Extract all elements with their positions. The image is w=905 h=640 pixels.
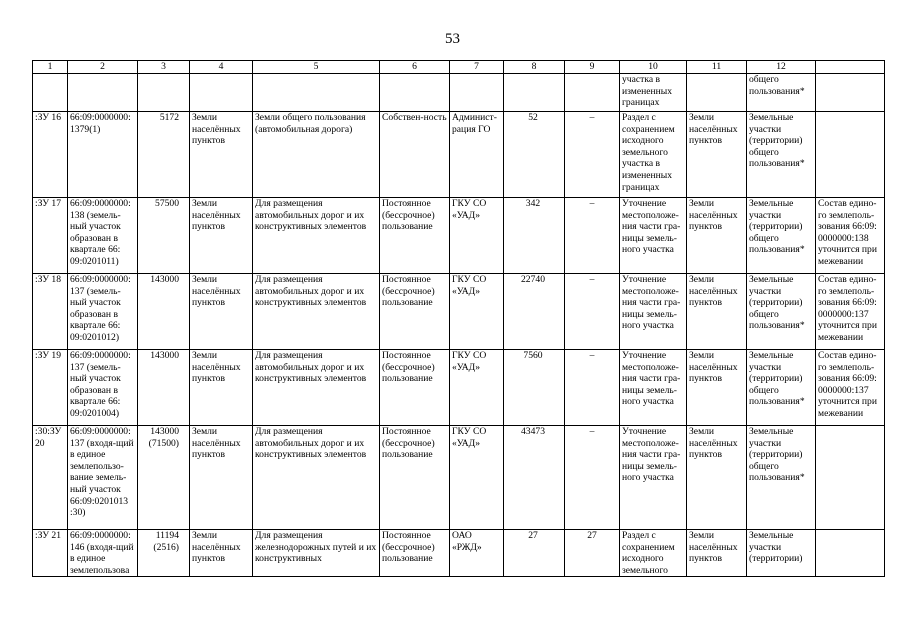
column-header: 9 — [565, 61, 620, 74]
column-header: 1 — [33, 61, 68, 74]
cell-land-category: Земли населённых пунктов — [190, 198, 253, 274]
cell-note: Состав едино-го землеполь-зования 66:09: 0000000:138 уточнится при межевании — [816, 198, 885, 274]
table-row — [33, 112, 885, 198]
cell-right-type: Постоянное (бессрочное) пользование — [380, 350, 450, 426]
cell-plot-designation: :ЗУ 16 — [33, 112, 68, 198]
column-header: 3 — [138, 61, 190, 74]
cell-right-holder: ГКУ СО «УАД» — [450, 274, 504, 350]
cell-area-col9: – — [565, 350, 620, 426]
cell-permitted-use: Для размещения автомобильных дорог и их конструктивных элементов — [253, 350, 380, 426]
cell-cadastral-number: 66:09:0000000:146 (входя-щий в единое землепользова — [68, 530, 138, 577]
cell-right-type: Постоянное (бессрочное) пользование — [380, 198, 450, 274]
column-header: 4 — [190, 61, 253, 74]
cell-area: 11194 (2516) — [138, 530, 190, 577]
cell-land-category-new: Земли населённых пунктов — [687, 274, 747, 350]
table-row — [33, 198, 885, 274]
cell-permitted-use-new: Земельные участки (территории) общего пользования* — [747, 198, 816, 274]
cell-permitted-use-new: Земельные участки (территории) — [747, 530, 816, 577]
cell-permitted-use: Земли общего пользования (автомобильная дорога) — [253, 112, 380, 198]
table-row — [33, 274, 885, 350]
land-plots-table — [32, 60, 885, 577]
cell-right-type: Постоянное (бессрочное) пользование — [380, 274, 450, 350]
cell-area-formed: 342 — [504, 198, 565, 274]
cell-right-holder: ОАО «РЖД» — [450, 530, 504, 577]
cell-area-formed: 52 — [504, 112, 565, 198]
cell-right-type: Постоянное (бессрочное) пользование — [380, 426, 450, 530]
column-header: 10 — [620, 61, 687, 74]
cell-permitted-use: Для размещения автомобильных дорог и их конструктивных элементов — [253, 426, 380, 530]
cell-area-formed: 43473 — [504, 426, 565, 530]
cell-note: Состав едино-го землеполь-зования 66:09: 0000000:137 уточнится при межевании — [816, 350, 885, 426]
cell-formation-method: участка в измененных границах — [620, 74, 687, 112]
cell-right-holder — [450, 74, 504, 112]
cell-permitted-use-new: Земельные участки (территории) общего пользования* — [747, 112, 816, 198]
cell-plot-designation — [33, 74, 68, 112]
cell-right-holder: ГКУ СО «УАД» — [450, 198, 504, 274]
cell-land-category-new: Земли населённых пунктов — [687, 112, 747, 198]
cell-permitted-use-new: общего пользования* — [747, 74, 816, 112]
column-header: 11 — [687, 61, 747, 74]
column-header: 8 — [504, 61, 565, 74]
cell-right-type — [380, 74, 450, 112]
cell-plot-designation: :ЗУ 18 — [33, 274, 68, 350]
cell-cadastral-number — [68, 74, 138, 112]
cell-note — [816, 426, 885, 530]
cell-land-category — [190, 74, 253, 112]
cell-permitted-use — [253, 74, 380, 112]
cell-area-formed — [504, 74, 565, 112]
cell-area-formed: 27 — [504, 530, 565, 577]
cell-land-category: Земли населённых пунктов — [190, 426, 253, 530]
table-row — [33, 530, 885, 577]
cell-land-category-new: Земли населённых пунктов — [687, 350, 747, 426]
cell-area: 143000 (71500) — [138, 426, 190, 530]
cell-cadastral-number: 66:09:0000000:137 (земель-ный участок образован в квартале 66: 09:0201012) — [68, 274, 138, 350]
table-row — [33, 350, 885, 426]
cell-area: 57500 — [138, 198, 190, 274]
cell-cadastral-number: 66:09:0000000:1379(1) — [68, 112, 138, 198]
cell-formation-method: Уточнение местоположе-ния части гра-ницы земель-ного участка — [620, 350, 687, 426]
column-header: 6 — [380, 61, 450, 74]
cell-formation-method: Уточнение местоположе-ния части гра-ницы земель-ного участка — [620, 426, 687, 530]
cell-note — [816, 112, 885, 198]
cell-permitted-use-new: Земельные участки (территории) общего пользования* — [747, 426, 816, 530]
cell-formation-method: Уточнение местоположе-ния части гра-ницы земель-ного участка — [620, 274, 687, 350]
cell-right-holder: Админист-рация ГО — [450, 112, 504, 198]
cell-area-col9: – — [565, 274, 620, 350]
cell-permitted-use-new: Земельные участки (территории) общего пользования* — [747, 274, 816, 350]
cell-right-type: Собствен-ность — [380, 112, 450, 198]
cell-land-category: Земли населённых пунктов — [190, 274, 253, 350]
cell-right-type: Постоянное (бессрочное) пользование — [380, 530, 450, 577]
cell-area: 143000 — [138, 274, 190, 350]
cell-permitted-use-new: Земельные участки (территории) общего пользования* — [747, 350, 816, 426]
column-header: 12 — [747, 61, 816, 74]
page-number: 53 — [445, 31, 460, 47]
column-header: 5 — [253, 61, 380, 74]
cell-area-formed: 22740 — [504, 274, 565, 350]
cell-plot-designation: :ЗУ 17 — [33, 198, 68, 274]
cell-land-category: Земли населённых пунктов — [190, 112, 253, 198]
cell-area-col9: – — [565, 112, 620, 198]
cell-right-holder: ГКУ СО «УАД» — [450, 426, 504, 530]
cell-formation-method: Уточнение местоположе-ния части гра-ницы земель-ного участка — [620, 198, 687, 274]
column-header: 7 — [450, 61, 504, 74]
cell-cadastral-number: 66:09:0000000:137 (входя-щий в единое землепользо-вание земель-ный участок 66:09:0201013 :30) — [68, 426, 138, 530]
header-row — [33, 61, 885, 74]
cell-area-col9: – — [565, 198, 620, 274]
cell-area-formed: 7560 — [504, 350, 565, 426]
cell-land-category-new: Земли населённых пунктов — [687, 198, 747, 274]
cell-permitted-use: Для размещения автомобильных дорог и их конструктивных элементов — [253, 198, 380, 274]
cell-permitted-use: Для размещения железнодорожных путей и их конструктивных — [253, 530, 380, 577]
cell-right-holder: ГКУ СО «УАД» — [450, 350, 504, 426]
cell-formation-method: Раздел с сохранением исходного земельного — [620, 530, 687, 577]
cell-area-col9: – — [565, 426, 620, 530]
cell-land-category-new: Земли населённых пунктов — [687, 530, 747, 577]
table-row — [33, 426, 885, 530]
cell-area: 5172 — [138, 112, 190, 198]
column-header: 2 — [68, 61, 138, 74]
cell-land-category-new: Земли населённых пунктов — [687, 426, 747, 530]
cell-cadastral-number: 66:09:0000000:138 (земель-ный участок образован в квартале 66: 09:0201011) — [68, 198, 138, 274]
cell-land-category: Земли населённых пунктов — [190, 350, 253, 426]
cell-permitted-use: Для размещения автомобильных дорог и их конструктивных элементов — [253, 274, 380, 350]
cell-note — [816, 74, 885, 112]
cell-formation-method: Раздел с сохранением исходного земельного участка в измененных границах — [620, 112, 687, 198]
column-header — [816, 61, 885, 74]
cell-cadastral-number: 66:09:0000000:137 (земель-ный участок образован в квартале 66: 09:0201004) — [68, 350, 138, 426]
cell-area — [138, 74, 190, 112]
cell-note — [816, 530, 885, 577]
table-body — [33, 61, 885, 577]
cell-land-category: Земли населённых пунктов — [190, 530, 253, 577]
cell-plot-designation: :ЗУ 19 — [33, 350, 68, 426]
cell-area-col9: 27 — [565, 530, 620, 577]
cell-area: 143000 — [138, 350, 190, 426]
cell-plot-designation: :30:ЗУ 20 — [33, 426, 68, 530]
cell-plot-designation: :ЗУ 21 — [33, 530, 68, 577]
cell-area-col9 — [565, 74, 620, 112]
table-row — [33, 74, 885, 112]
cell-note: Состав едино-го землеполь-зования 66:09: 0000000:137 уточнится при межевании — [816, 274, 885, 350]
cell-land-category-new — [687, 74, 747, 112]
